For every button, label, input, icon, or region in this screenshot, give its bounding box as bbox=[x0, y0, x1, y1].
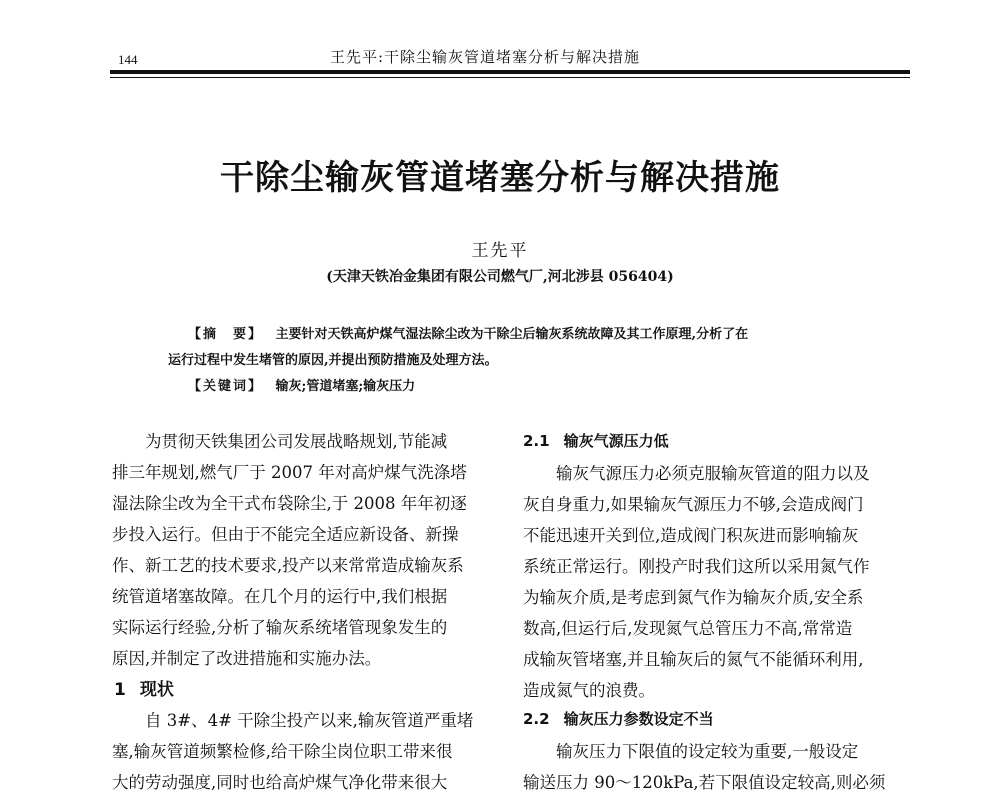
subsection-2-2-title: 输灰压力参数设定不当 bbox=[563, 710, 714, 728]
keywords-text: 输灰;管道堵塞;输灰压力 bbox=[275, 379, 416, 394]
right-line: 输灰压力下限值的设定较为重要,一般设定 bbox=[556, 742, 859, 761]
right-line: 不能迅速开关到位,造成阀门积灰进而影响输灰 bbox=[523, 526, 859, 545]
subsection-2-2-number: 2.2 bbox=[523, 710, 550, 728]
abstract-label: 【摘 要】 bbox=[188, 327, 264, 342]
right-line: 系统正常运行。刚投产时我们这所以采用氮气作 bbox=[523, 557, 870, 576]
left-line: 排三年规划,燃气厂于 2007 年对高炉煤气洗涤塔 bbox=[112, 463, 467, 482]
abstract-line-1 bbox=[188, 323, 748, 342]
left-line: 湿法除尘改为全干式布袋除尘,于 2008 年年初逐 bbox=[112, 494, 467, 513]
section-1-title: 现状 bbox=[139, 680, 174, 700]
right-line: 输灰气源压力必须克服输灰管道的阻力以及 bbox=[556, 464, 870, 483]
subsection-2-1-number: 2.1 bbox=[523, 432, 550, 450]
right-line: 造成氮气的浪费。 bbox=[523, 681, 655, 700]
keywords-line bbox=[188, 375, 415, 394]
subsection-2-1-heading bbox=[523, 430, 669, 451]
abstract-line-2: 运行过程中发生堵管的原因,并提出预防措施及处理方法。 bbox=[168, 353, 498, 368]
section-1-number: 1 bbox=[114, 680, 126, 700]
page-number: 144 bbox=[118, 52, 138, 67]
subsection-2-1-title: 输灰气源压力低 bbox=[563, 432, 669, 450]
keywords-label: 【关键词】 bbox=[188, 379, 264, 394]
subsection-2-2-heading bbox=[523, 708, 714, 729]
header-rule-thin bbox=[110, 77, 910, 78]
left-line: 塞,输灰管道频繁检修,给干除尘岗位职工带来很 bbox=[112, 742, 453, 761]
paper-title: 干除尘输灰管道堵塞分析与解决措施 bbox=[220, 158, 780, 198]
left-line: 大的劳动强度,同时也给高炉煤气净化带来很大 bbox=[112, 773, 448, 792]
header-rule-thick bbox=[110, 70, 910, 74]
right-line: 为输灰介质,是考虑到氮气作为输灰介质,安全系 bbox=[523, 588, 864, 607]
section-1-heading bbox=[114, 675, 174, 700]
author-name: 王先平 bbox=[471, 241, 529, 261]
left-line: 作、新工艺的技术要求,投产以来常常造成输灰系 bbox=[112, 556, 464, 575]
right-line: 成输灰管堵塞,并且输灰后的氮气不能循环利用, bbox=[523, 650, 864, 669]
left-line: 自 3#、4# 干除尘投产以来,输灰管道严重堵 bbox=[145, 711, 474, 730]
left-line: 原因,并制定了改进措施和实施办法。 bbox=[112, 649, 382, 668]
author-affiliation: (天津天铁冶金集团有限公司燃气厂,河北涉县 056404) bbox=[326, 269, 674, 285]
right-line: 数高,但运行后,发现氮气总管压力不高,常常造 bbox=[523, 619, 853, 638]
right-line: 输送压力 90～120kPa,若下限值设定较高,则必须 bbox=[523, 773, 886, 792]
left-line: 为贯彻天铁集团公司发展战略规划,节能减 bbox=[145, 432, 448, 451]
abstract-text-1: 主要针对天铁高炉煤气湿法除尘改为干除尘后输灰系统故障及其工作原理,分析了在 bbox=[275, 327, 749, 342]
left-line: 统管道堵塞故障。在几个月的运行中,我们根据 bbox=[112, 587, 448, 606]
left-line: 实际运行经验,分析了输灰系统堵管现象发生的 bbox=[112, 618, 448, 637]
running-title: 王先平:干除尘输灰管道堵塞分析与解决措施 bbox=[330, 48, 641, 66]
right-line: 灰自身重力,如果输灰气源压力不够,会造成阀门 bbox=[523, 495, 864, 514]
left-line: 步投入运行。但由于不能完全适应新设备、新操 bbox=[112, 525, 459, 544]
